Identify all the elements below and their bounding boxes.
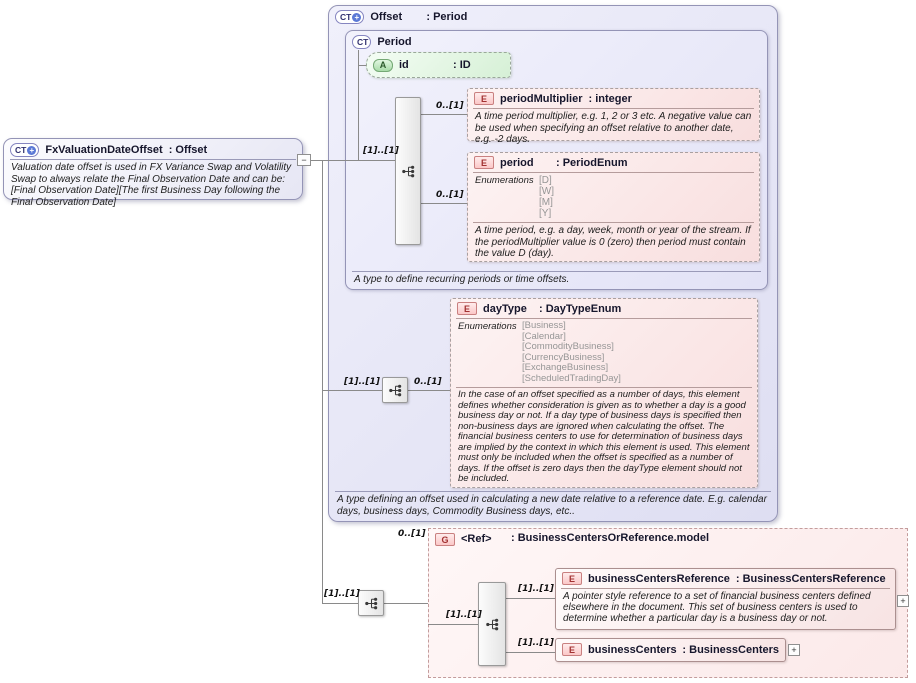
element-icon: E (457, 302, 477, 315)
offset-name: Offset (370, 11, 403, 23)
element-icon: E (474, 156, 494, 169)
complex-type-icon: CT (352, 35, 371, 49)
connector-line (506, 598, 555, 599)
ref-group-name: <Ref> (461, 533, 492, 545)
bcr-type: : BusinessCentersReference (735, 572, 886, 585)
element-period[interactable] (467, 152, 760, 262)
element-icon: E (562, 572, 582, 585)
ref-group-type: : BusinessCentersOrReference.model (511, 532, 710, 544)
bcr-doc: A pointer style reference to a set of financial business centers defined elsewhere in the document. This set of business centers is used to determine whether a particular day is a business day or not. (561, 588, 890, 627)
cardinality-label: 0..[1] (436, 101, 464, 111)
day-type-enumerations (456, 318, 752, 387)
enum-value: [Business] (522, 320, 566, 331)
enum-value: [CurrencyBusiness] (522, 351, 605, 363)
bcr-header (556, 569, 895, 588)
id-type-label: : ID (453, 59, 471, 71)
offset-type-label: : Period (426, 11, 468, 23)
connector-line (506, 652, 555, 653)
enumerations-label: Enumerations (458, 321, 517, 332)
bcr-name: businessCentersReference (588, 572, 730, 585)
root-name: FxValuationDateOffset (45, 144, 163, 156)
id-name: id (399, 59, 409, 71)
cardinality-label: [1]..[1] (344, 377, 380, 387)
compositor-sequence-ref[interactable] (358, 590, 384, 616)
node-fx-valuation-date-offset[interactable] (3, 138, 303, 208)
root-type-label: : Offset (168, 144, 208, 156)
compositor-sequence-period[interactable] (395, 97, 421, 245)
compositor-sequence-daytype[interactable] (382, 377, 408, 403)
expand-toggle[interactable]: + (788, 644, 800, 656)
connector-line (322, 390, 382, 391)
enum-value: [ScheduledTradingDay] (522, 372, 621, 384)
connector-line (408, 390, 450, 391)
element-business-centers[interactable] (555, 638, 786, 662)
period-enumerations (473, 172, 754, 222)
period-multiplier-header (468, 89, 759, 108)
connector-line (421, 203, 467, 204)
cardinality-label: 0..[1] (398, 529, 426, 539)
cardinality-label: 0..[1] (414, 377, 442, 387)
attribute-icon: A (373, 59, 393, 72)
connector-line (358, 65, 366, 66)
connector-line (322, 160, 395, 161)
sequence-icon (364, 596, 379, 611)
complex-type-plus-icon: CT + (10, 143, 39, 157)
day-type-header (451, 299, 757, 318)
root-doc: Valuation date offset is used in FX Variance Swap and Volatility Swap to always relate the Final Observation Date and can be: [Final Observation Date][The first Business Day following the Final Observation Date] (10, 159, 296, 210)
enum-value: [CommodityBusiness] (522, 341, 614, 352)
period-element-name: period (500, 156, 534, 169)
sequence-icon (401, 164, 416, 179)
attribute-id[interactable] (366, 52, 511, 78)
connector-line (311, 160, 322, 161)
ref-group-header (429, 529, 907, 550)
element-day-type[interactable] (450, 298, 758, 488)
collapse-toggle[interactable]: − (297, 154, 311, 166)
element-icon: E (474, 92, 494, 105)
enum-value: [Y] (539, 208, 552, 219)
day-type-type: : DayTypeEnum (539, 302, 622, 315)
connector-line (428, 624, 478, 625)
root-header (4, 139, 302, 159)
plus-icon: + (27, 146, 36, 155)
complex-type-plus-icon: CT + (335, 10, 364, 24)
period-element-header (468, 153, 759, 172)
connector-line (358, 50, 359, 160)
enum-value: [Calendar] (522, 330, 566, 342)
enum-value: [D] (539, 175, 552, 186)
bc-name: businessCenters (588, 643, 677, 656)
group-icon: G (435, 533, 455, 546)
period-name: Period (377, 36, 412, 48)
connector-line (421, 114, 467, 115)
cardinality-label: [1]..[1] (446, 610, 482, 620)
period-multiplier-doc: A time period multiplier, e.g. 1, 2 or 3 etc. A negative value can be used when specifying an offset relative to another date, e.g. -2 days. (473, 108, 754, 149)
period-element-type: : PeriodEnum (556, 156, 628, 169)
sequence-icon (388, 383, 403, 398)
compositor-sequence-business-centers[interactable] (478, 582, 506, 666)
sequence-icon (485, 617, 500, 632)
element-icon: E (562, 643, 582, 656)
enum-value: [M] (539, 197, 553, 208)
cardinality-label: 0..[1] (436, 190, 464, 200)
expand-toggle[interactable]: + (897, 595, 909, 607)
connector-line (322, 603, 358, 604)
plus-icon: + (352, 13, 361, 22)
enum-value: [W] (539, 186, 554, 197)
enum-value: [ExchangeBusiness] (522, 362, 609, 373)
cardinality-label: [1]..[1] (363, 146, 399, 156)
element-business-centers-reference[interactable] (555, 568, 896, 630)
bc-type: : BusinessCenters (682, 643, 779, 656)
cardinality-label: [1]..[1] (518, 638, 554, 648)
cardinality-label: [1]..[1] (324, 589, 360, 599)
period-doc: A type to define recurring periods or time offsets. (352, 271, 761, 286)
offset-doc: A type defining an offset used in calculating a new date relative to a reference date. E.g. calendar days, business days, Commodity Business days, etc.. (335, 491, 771, 517)
period-multiplier-type: : integer (588, 92, 632, 105)
connector-trunk (322, 160, 323, 603)
period-multiplier-name: periodMultiplier (500, 92, 583, 105)
period-header (346, 31, 767, 53)
element-period-multiplier[interactable] (467, 88, 760, 145)
day-type-doc: In the case of an offset specified as a number of days, this element defines whether consideration is given as to whether a day is a good business day or not. If a day type of business days is specified then non-business days are ignored when calculating the offset. The financial business centers to use for determination of business days are implied by the context in which this element is used. This element must only be included when the offset is specified as a number of days. If the offset is zero days then the dayType element should not be included. (456, 387, 752, 488)
day-type-name: dayType (483, 302, 527, 315)
bc-header (556, 639, 785, 659)
enumerations-label: Enumerations (475, 175, 534, 186)
period-element-doc: A time period, e.g. a day, week, month or year of the stream. If the periodMultiplier value is 0 (zero) then period must contain the value D (day). (473, 222, 754, 263)
connector-line (384, 603, 428, 604)
offset-header (329, 6, 777, 28)
cardinality-label: [1]..[1] (518, 584, 554, 594)
